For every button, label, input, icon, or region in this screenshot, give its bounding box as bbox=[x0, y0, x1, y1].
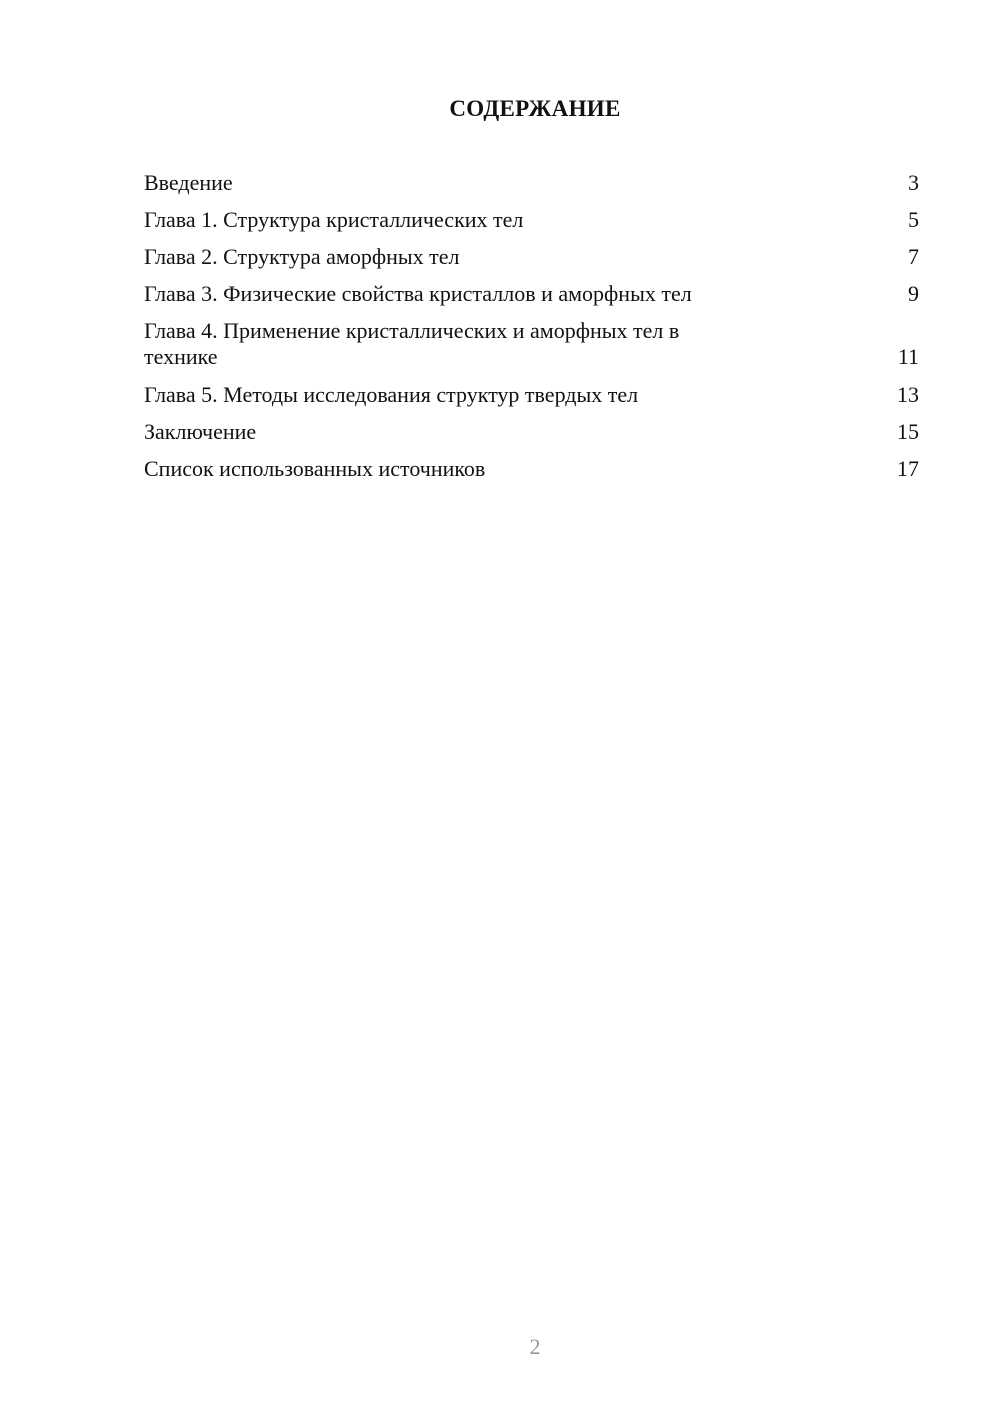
toc-entry bbox=[144, 207, 919, 233]
toc-entry-page: 17 bbox=[897, 456, 919, 481]
toc-entry-page: 9 bbox=[908, 281, 919, 306]
toc-entry bbox=[144, 244, 919, 270]
toc-entry-label: Глава 3. Физические свойства кристаллов и аморфных тел bbox=[144, 281, 692, 306]
toc-entry-page: 15 bbox=[897, 419, 919, 444]
toc-entry-page: 11 bbox=[897, 344, 919, 369]
table-of-contents bbox=[144, 170, 919, 493]
toc-entry bbox=[144, 318, 919, 370]
toc-entry-label: Глава 1. Структура кристаллических тел bbox=[144, 207, 524, 232]
toc-entry-label-line1: Глава 4. Применение кристаллических и аморфных тел в bbox=[144, 318, 680, 343]
toc-entry-label: Глава 5. Методы исследования структур твердых тел bbox=[144, 382, 639, 407]
page-number: 2 bbox=[529, 1334, 541, 1359]
toc-entry bbox=[144, 419, 919, 445]
toc-entry-label: Введение bbox=[144, 170, 233, 195]
toc-entry-page: 3 bbox=[908, 170, 919, 195]
toc-entry-label: Список использованных источников bbox=[144, 456, 486, 481]
toc-entry-label bbox=[144, 318, 679, 370]
toc-entry-page: 5 bbox=[908, 207, 919, 232]
toc-entry-page: 7 bbox=[908, 244, 919, 269]
toc-entry-label-line2: технике bbox=[144, 344, 218, 369]
toc-entry bbox=[144, 170, 919, 196]
toc-entry-label: Глава 2. Структура аморфных тел bbox=[144, 244, 460, 269]
toc-entry-page: 13 bbox=[897, 382, 919, 407]
toc-entry bbox=[144, 281, 919, 307]
toc-entry-label: Заключение bbox=[144, 419, 257, 444]
page-title: СОДЕРЖАНИЕ bbox=[449, 96, 621, 121]
toc-entry bbox=[144, 382, 919, 408]
toc-entry bbox=[144, 456, 919, 482]
